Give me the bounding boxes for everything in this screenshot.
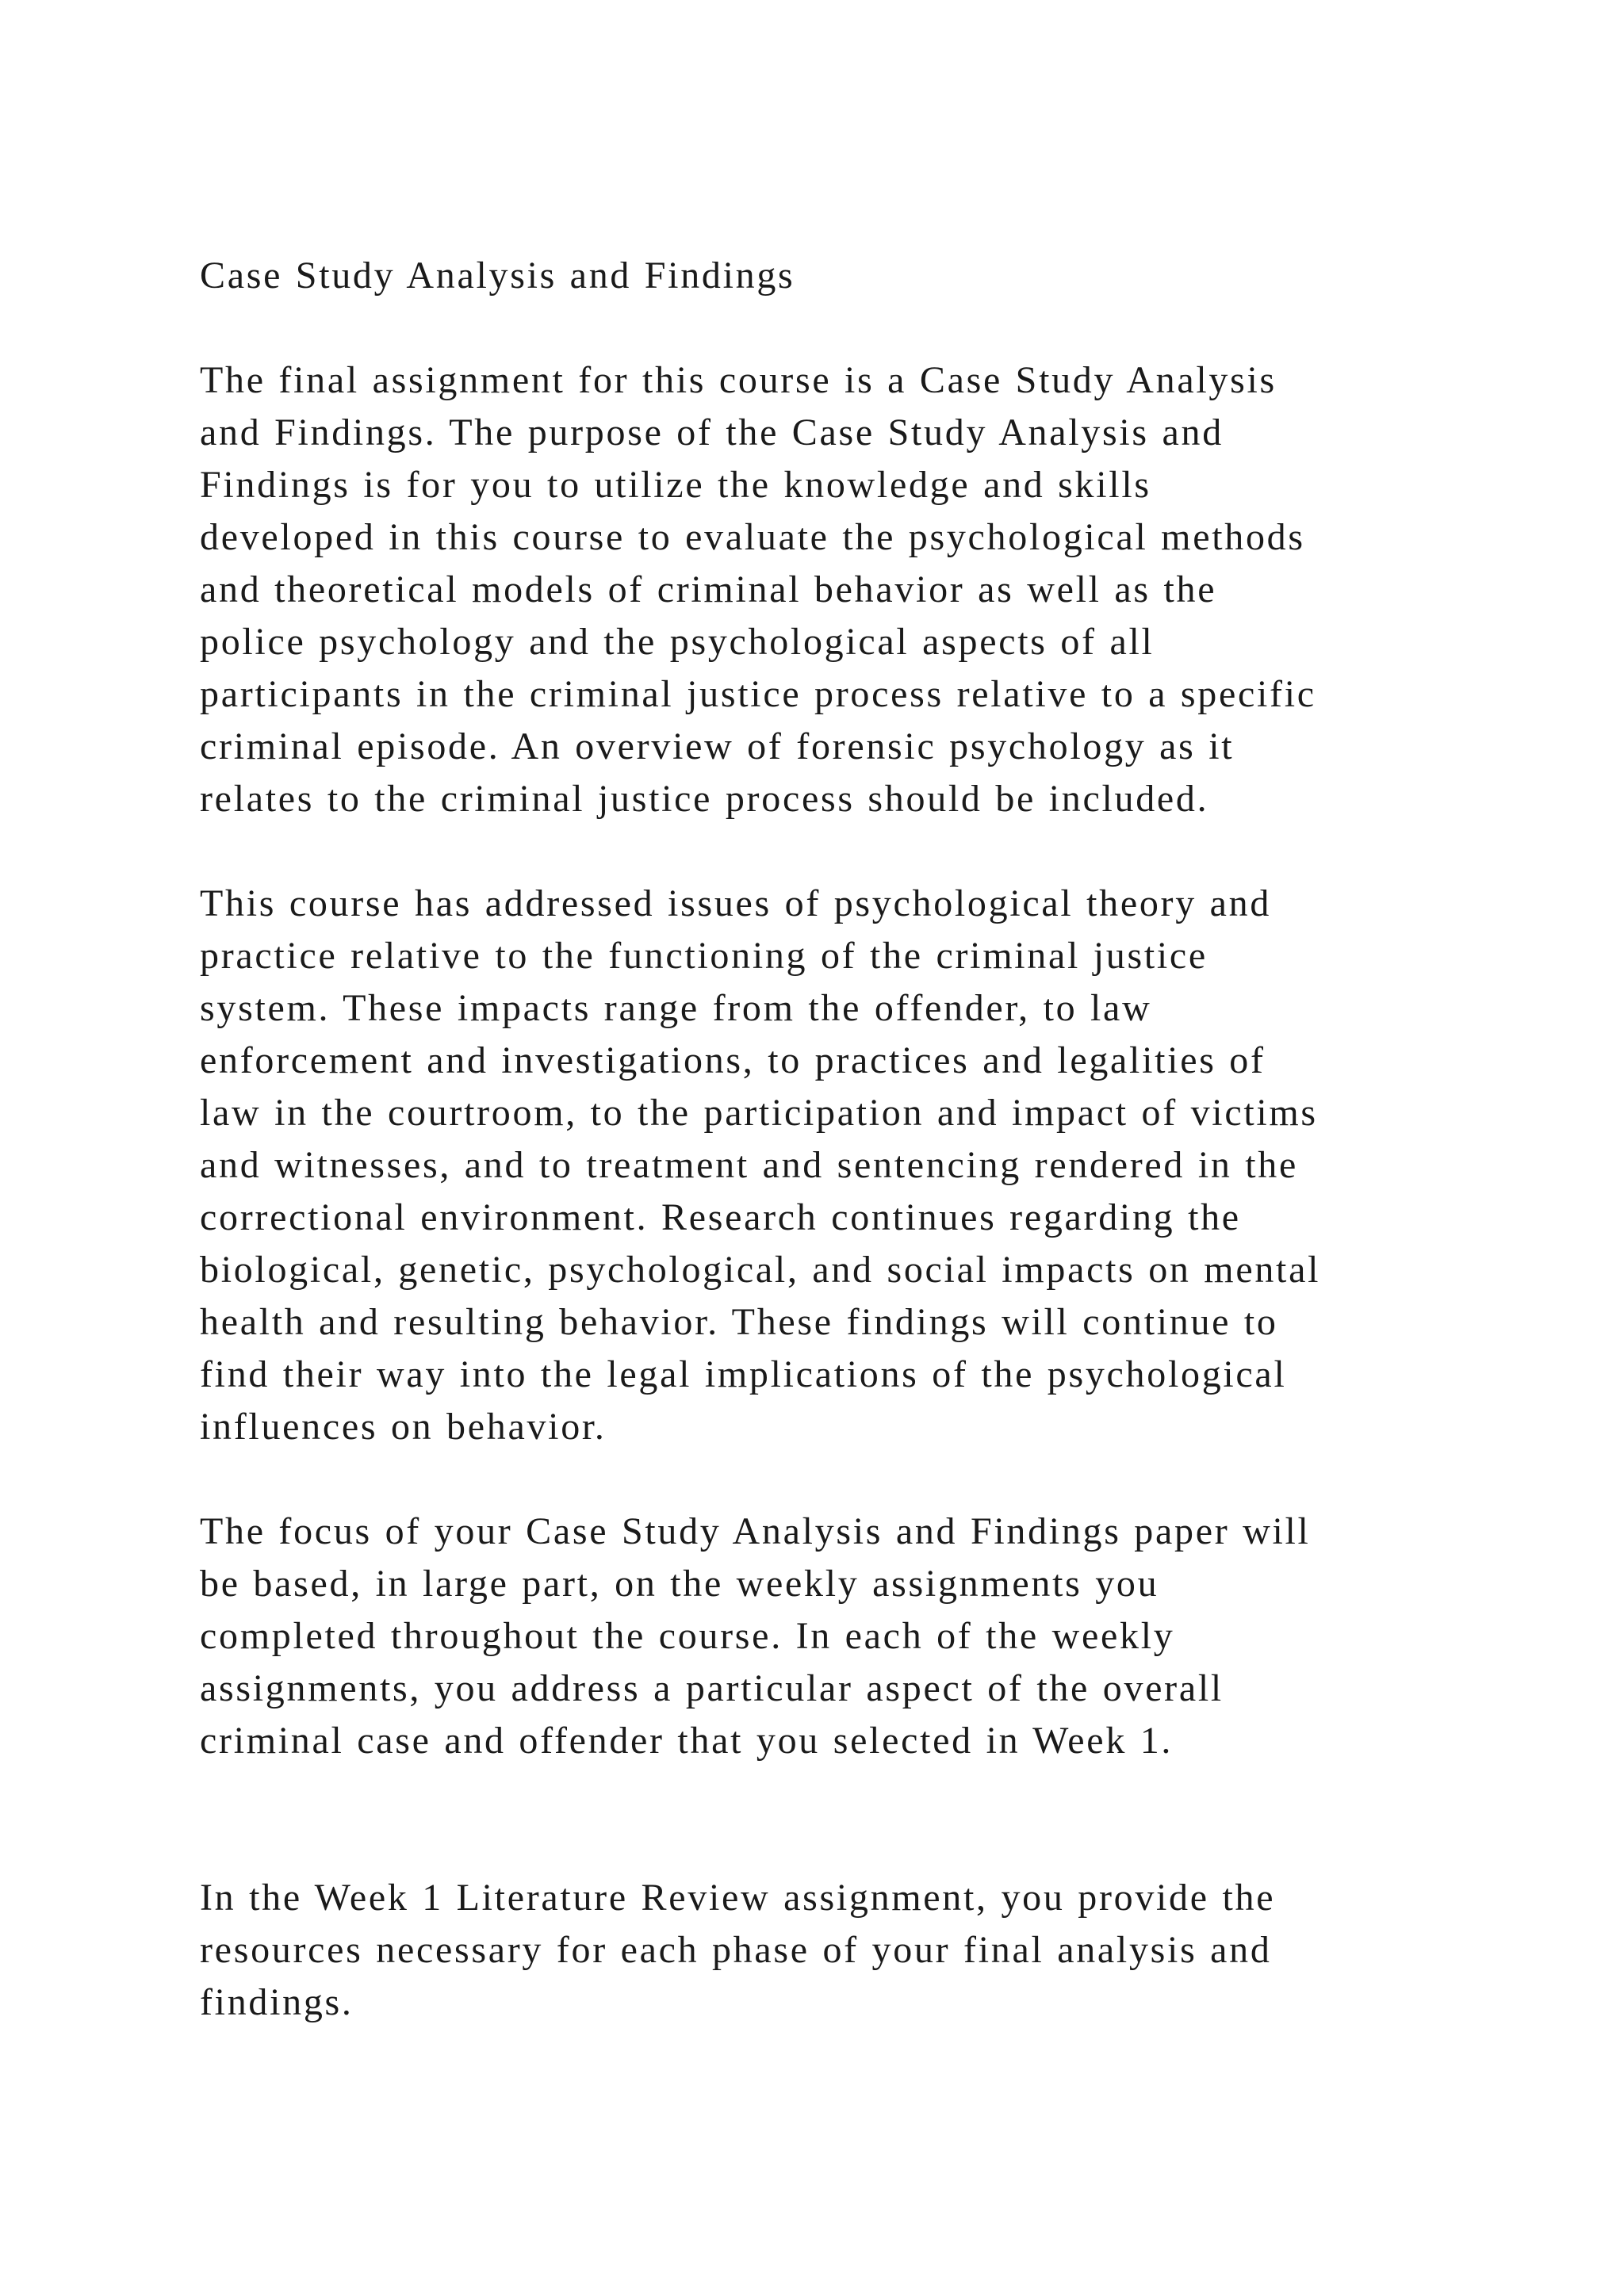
paragraph-line: Findings is for you to utilize the knowledge and skills [200, 464, 1151, 506]
paragraph-4 [200, 1872, 1516, 2029]
paragraph-line: police psychology and the psychological aspects of all [200, 621, 1155, 663]
paragraph-line: This course has addressed issues of psychological theory and [200, 882, 1272, 924]
paragraph-line: influences on behavior. [200, 1406, 607, 1448]
paragraph-1 [200, 354, 1516, 825]
paragraph-line: health and resulting behavior. These findings will continue to [200, 1301, 1278, 1343]
paragraph-line: and Findings. The purpose of the Case Study Analysis and [200, 411, 1224, 453]
paragraph-line: completed throughout the course. In each of the weekly [200, 1615, 1175, 1657]
paragraph-line: practice relative to the functioning of the criminal justice [200, 935, 1208, 977]
paragraph-line: assignments, you address a particular aspect of the overall [200, 1667, 1224, 1709]
paragraph-line: and theoretical models of criminal behavior as well as the [200, 568, 1217, 610]
paragraph-2 [200, 878, 1516, 1453]
paragraph-line: find their way into the legal implications of the psychological [200, 1353, 1287, 1395]
paragraph-line: The final assignment for this course is a Case Study Analysis [200, 359, 1277, 401]
paragraph-line: The focus of your Case Study Analysis and Findings paper will [200, 1510, 1311, 1552]
paragraph-line: criminal episode. An overview of forensic psychology as it [200, 725, 1235, 767]
paragraph-line: law in the courtroom, to the participation and impact of victims [200, 1092, 1318, 1134]
paragraph-line: In the Week 1 Literature Review assignment, you provide the [200, 1877, 1276, 1919]
paragraph-line: developed in this course to evaluate the psychological methods [200, 516, 1305, 558]
paragraph-line: and witnesses, and to treatment and sentencing rendered in the [200, 1144, 1299, 1186]
paragraph-line: findings. [200, 1981, 354, 2023]
paragraph-line: be based, in large part, on the weekly assignments you [200, 1563, 1159, 1605]
paragraph-3 [200, 1506, 1516, 1767]
paragraph-line: enforcement and investigations, to practices and legalities of [200, 1039, 1266, 1081]
paragraph-line: criminal case and offender that you selected in Week 1. [200, 1720, 1174, 1762]
paragraph-line: biological, genetic, psychological, and social impacts on mental [200, 1249, 1321, 1291]
paragraph-line: correctional environment. Research continues regarding the [200, 1196, 1241, 1238]
title-line: Case Study Analysis and Findings [200, 254, 795, 297]
paragraph-line: relates to the criminal justice process should be included. [200, 778, 1209, 820]
paragraph-line: participants in the criminal justice process relative to a specific [200, 673, 1316, 715]
paragraph-line: resources necessary for each phase of your final analysis and [200, 1929, 1272, 1971]
paragraph-line: system. These impacts range from the offender, to law [200, 987, 1152, 1029]
document-title [200, 250, 1516, 302]
